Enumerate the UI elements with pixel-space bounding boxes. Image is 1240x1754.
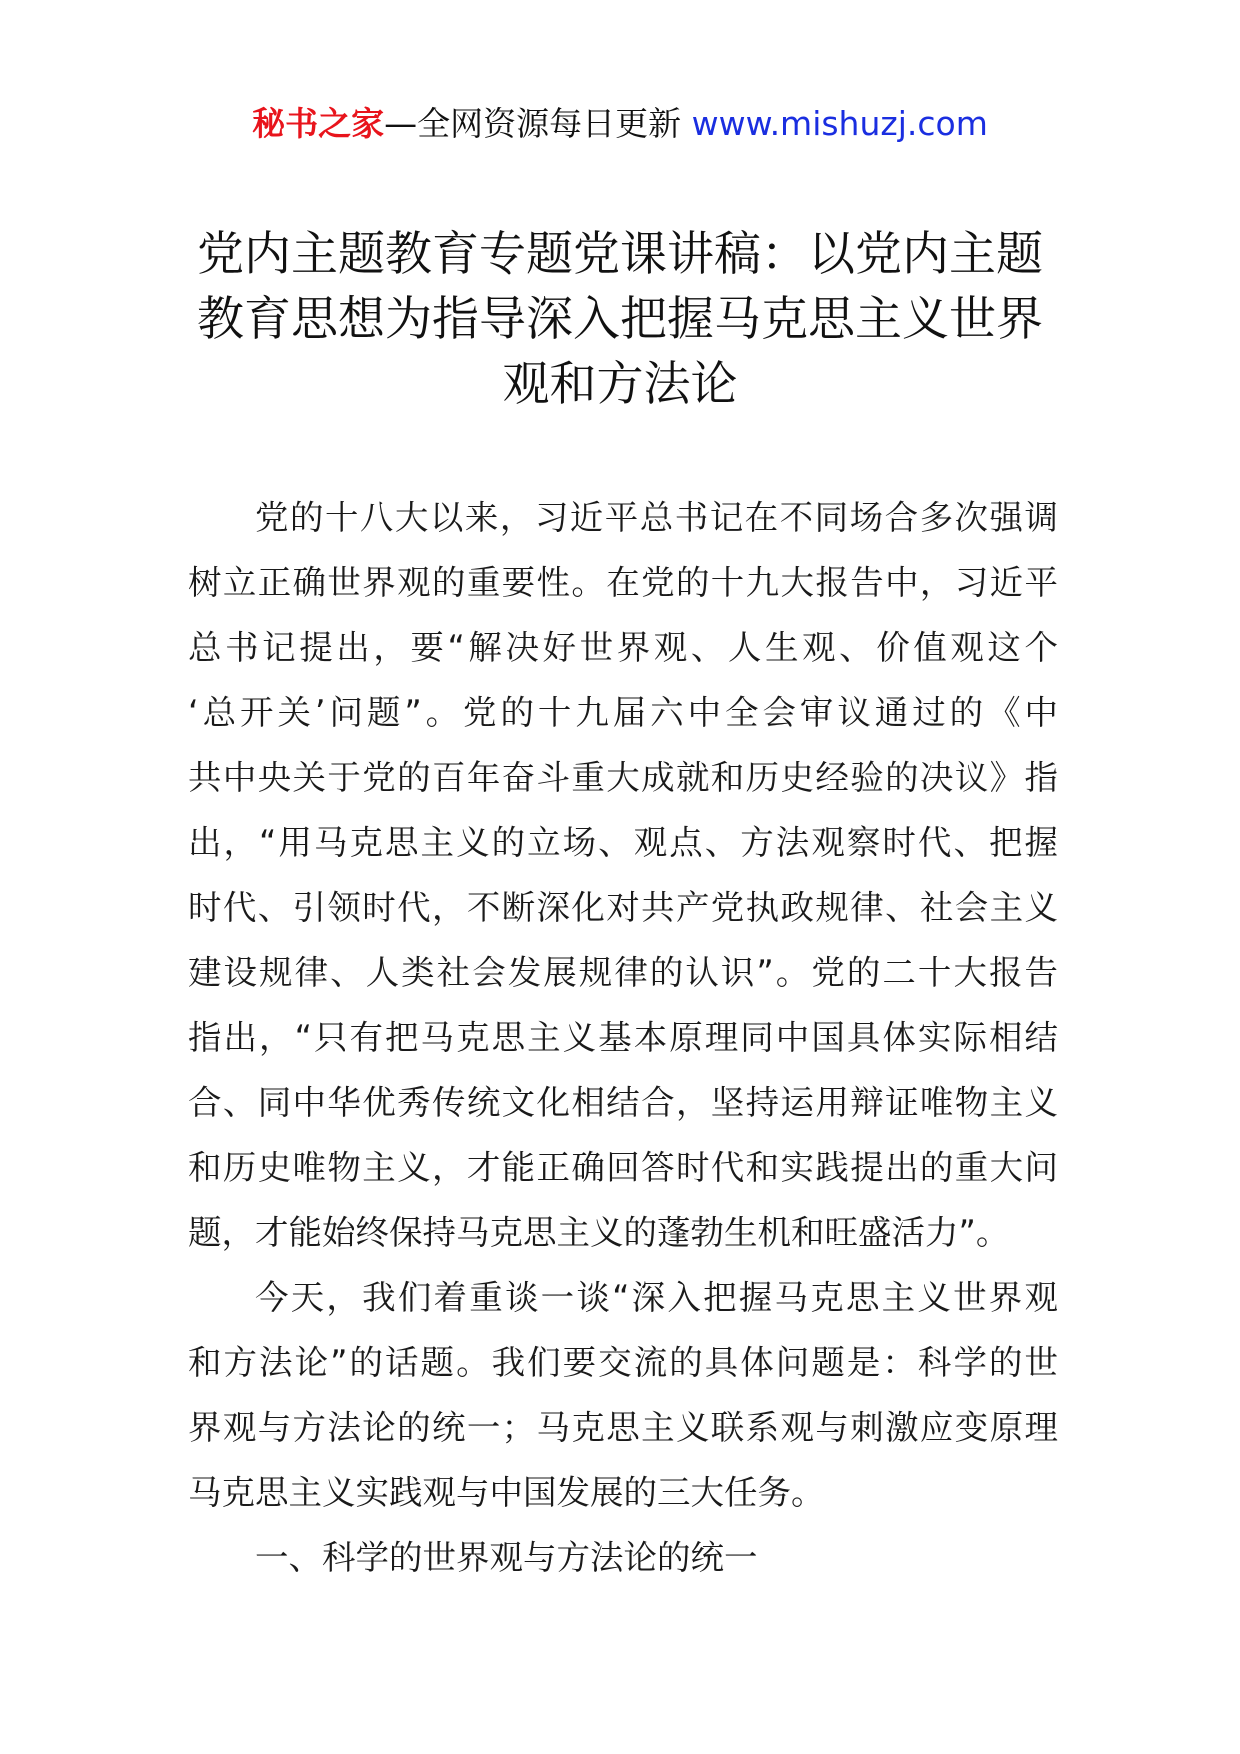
paragraph-line: 今天，我们着重谈一谈“深入把握马克思主义世界观 bbox=[255, 1278, 1058, 1317]
paragraph-line: 界观与方法论的统一；马克思主义联系观与刺激应变原理 bbox=[188, 1408, 1058, 1447]
paragraph-line: ‘总开关’问题”。党的十九届六中全会审议通过的《中 bbox=[188, 693, 1058, 732]
paragraph-line: 和方法论”的话题。我们要交流的具体问题是：科学的世 bbox=[188, 1343, 1058, 1382]
paragraph-line: 和历史唯物主义，才能正确回答时代和实践提出的重大问 bbox=[188, 1148, 1058, 1187]
paragraph-2 bbox=[188, 1265, 1058, 1525]
paragraph-line: 合、同中华优秀传统文化相结合，坚持运用辩证唯物主义 bbox=[188, 1083, 1058, 1122]
brand-name: 秘书之家 bbox=[252, 104, 385, 143]
paragraph-line: 出，“用马克思主义的立场、观点、方法观察时代、把握 bbox=[188, 823, 1058, 862]
paragraph-line: 时代、引领时代，不断深化对共产党执政规律、社会主义 bbox=[188, 888, 1058, 927]
header-banner bbox=[0, 100, 1240, 148]
paragraph-line: 建设规律、人类社会发展规律的认识”。党的二十大报告 bbox=[188, 953, 1058, 992]
paragraph-1 bbox=[188, 485, 1058, 1265]
title-line: 党内主题教育专题党课讲稿：以党内主题 bbox=[197, 227, 1043, 282]
title-line: 观和方法论 bbox=[502, 357, 738, 412]
header-tagline: —全网资源每日更新 bbox=[384, 104, 682, 143]
section-heading: 一、科学的世界观与方法论的统一 bbox=[255, 1538, 758, 1577]
paragraph-line: 指出，“只有把马克思主义基本原理同中国具体实际相结 bbox=[188, 1018, 1058, 1057]
paragraph-line: 题，才能始终保持马克思主义的蓬勃生机和旺盛活力”。 bbox=[188, 1213, 1010, 1252]
document-body bbox=[188, 485, 1058, 1590]
paragraph-line: 树立正确世界观的重要性。在党的十九大报告中，习近平 bbox=[188, 563, 1058, 602]
paragraph-line: 党的十八大以来，习近平总书记在不同场合多次强调 bbox=[255, 498, 1058, 537]
paragraph-line: 共中央关于党的百年奋斗重大成就和历史经验的决议》指 bbox=[188, 758, 1058, 797]
paragraph-line: 总书记提出，要“解决好世界观、人生观、价值观这个 bbox=[188, 628, 1058, 667]
website-link[interactable]: www.mishuzj.com bbox=[691, 104, 988, 143]
document-title bbox=[160, 222, 1080, 417]
paragraph-line: 马克思主义实践观与中国发展的三大任务。 bbox=[188, 1473, 825, 1512]
title-line: 教育思想为指导深入把握马克思主义世界 bbox=[197, 292, 1043, 347]
